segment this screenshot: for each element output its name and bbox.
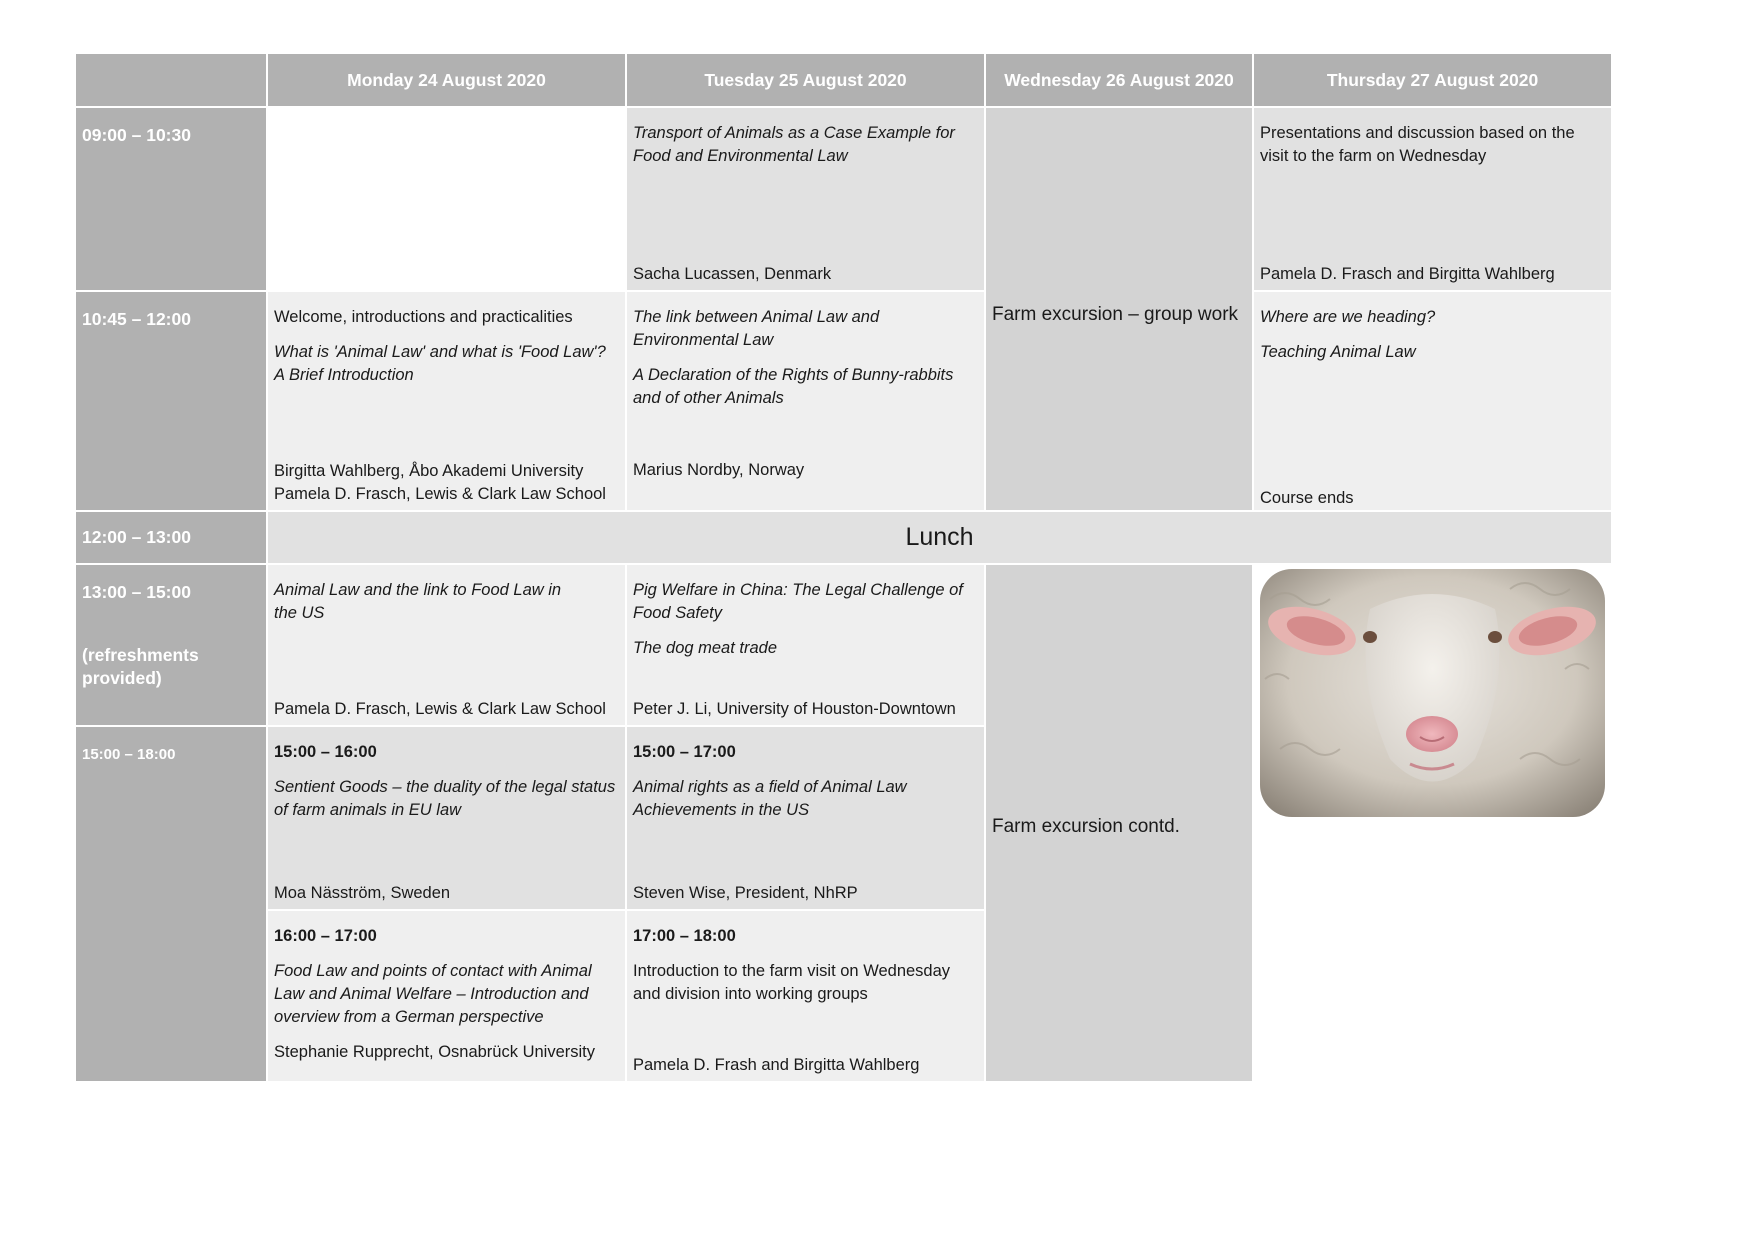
monday-slot-5a xyxy=(268,727,625,909)
farm-excursion-contd-label: Farm excursion contd. xyxy=(992,816,1180,837)
session-speaker: Peter J. Li, University of Houston-Downtown xyxy=(633,700,956,718)
session-title: Introduction to the farm visit on Wednesday and division into working groups xyxy=(633,962,951,1003)
session-speaker: Birgitta Wahlberg, Åbo Akademi University xyxy=(274,462,584,480)
header-wednesday: Wednesday 26 August 2020 xyxy=(986,54,1252,106)
monday-slot-5b xyxy=(268,911,625,1081)
session-time: 16:00 – 17:00 xyxy=(274,927,377,945)
header-thursday: Thursday 27 August 2020 xyxy=(1254,54,1611,106)
thursday-afternoon xyxy=(1254,565,1611,1081)
monday-slot-2 xyxy=(268,292,625,510)
session-title: Animal rights as a field of Animal Law Achievements in the US xyxy=(633,778,907,819)
tuesday-slot-1 xyxy=(627,108,984,290)
session-title: Teaching Animal Law xyxy=(1260,343,1416,361)
session-title: Sentient Goods – the duality of the legal status of farm animals in EU law xyxy=(274,778,616,819)
header-corner xyxy=(76,54,266,106)
session-title: Animal Law and the link to Food Law in the US xyxy=(274,581,562,622)
session-speakers xyxy=(274,460,621,506)
refreshments-note: (refreshments provided) xyxy=(82,645,199,688)
session-time: 17:00 – 18:00 xyxy=(633,927,736,945)
session-speaker: Pamela D. Frash and Birgitta Wahlberg xyxy=(633,1056,920,1074)
session-speaker: Pamela D. Frasch, Lewis & Clark Law School xyxy=(274,700,606,718)
sheep-image xyxy=(1260,569,1605,817)
session-speaker: Sacha Lucassen, Denmark xyxy=(633,265,832,283)
session-speaker: Pamela D. Frasch and Birgitta Wahlberg xyxy=(1260,265,1555,283)
wednesday-morning xyxy=(986,108,1252,510)
monday-slot-4 xyxy=(268,565,625,725)
session-time: 15:00 – 17:00 xyxy=(633,743,736,761)
header-tuesday: Tuesday 25 August 2020 xyxy=(627,54,984,106)
monday-slot-1 xyxy=(268,108,625,290)
time-slot-1: 09:00 – 10:30 xyxy=(76,108,266,290)
time-slot-3: 12:00 – 13:00 xyxy=(76,512,266,563)
session-speaker: Marius Nordby, Norway xyxy=(633,461,805,479)
tuesday-slot-5a xyxy=(627,727,984,909)
session-title: A Declaration of the Rights of Bunny-rabbits and of other Animals xyxy=(633,366,954,407)
session-title: Where are we heading? xyxy=(1260,308,1436,326)
time-slot-5: 15:00 – 18:00 xyxy=(76,727,266,1081)
session-title: Transport of Animals as a Case Example for Food and Environmental Law xyxy=(633,124,955,165)
session-title: Presentations and discussion based on the visit to the farm on Wednesday xyxy=(1260,124,1575,165)
session-title: Pig Welfare in China: The Legal Challenge of Food Safety xyxy=(633,581,963,622)
sheep-photo xyxy=(1260,569,1605,817)
schedule-table xyxy=(76,54,1603,1081)
session-speaker: Moa Näsström, Sweden xyxy=(274,884,451,902)
time-slot-4-label: 13:00 – 15:00 xyxy=(82,582,191,602)
wednesday-afternoon xyxy=(986,565,1252,1081)
course-ends: Course ends xyxy=(1260,489,1354,507)
session-speaker: Steven Wise, President, NhRP xyxy=(633,884,858,902)
tuesday-slot-4 xyxy=(627,565,984,725)
farm-excursion-label: Farm excursion – group work xyxy=(992,304,1239,325)
session-speaker: Pamela D. Frasch, Lewis & Clark Law School xyxy=(274,485,606,503)
time-slot-2: 10:45 – 12:00 xyxy=(76,292,266,510)
session-title: What is 'Animal Law' and what is 'Food Law'? A Brief Introduction xyxy=(274,343,606,384)
session-title: Food Law and points of contact with Animal Law and Animal Welfare – Introduction and overview from a German perspective xyxy=(274,962,592,1026)
tuesday-slot-2 xyxy=(627,292,984,510)
session-speaker: Stephanie Rupprecht, Osnabrück University xyxy=(274,1043,595,1061)
header-monday: Monday 24 August 2020 xyxy=(268,54,625,106)
thursday-slot-2 xyxy=(1254,292,1611,510)
time-slot-4 xyxy=(76,565,266,725)
tuesday-slot-5b xyxy=(627,911,984,1081)
thursday-slot-1 xyxy=(1254,108,1611,290)
session-intro: Welcome, introductions and practicalities xyxy=(274,308,573,326)
session-time: 15:00 – 16:00 xyxy=(274,743,377,761)
session-title: The link between Animal Law and Environmental Law xyxy=(633,308,880,349)
lunch-banner: Lunch xyxy=(268,512,1611,563)
session-title: The dog meat trade xyxy=(633,639,778,657)
